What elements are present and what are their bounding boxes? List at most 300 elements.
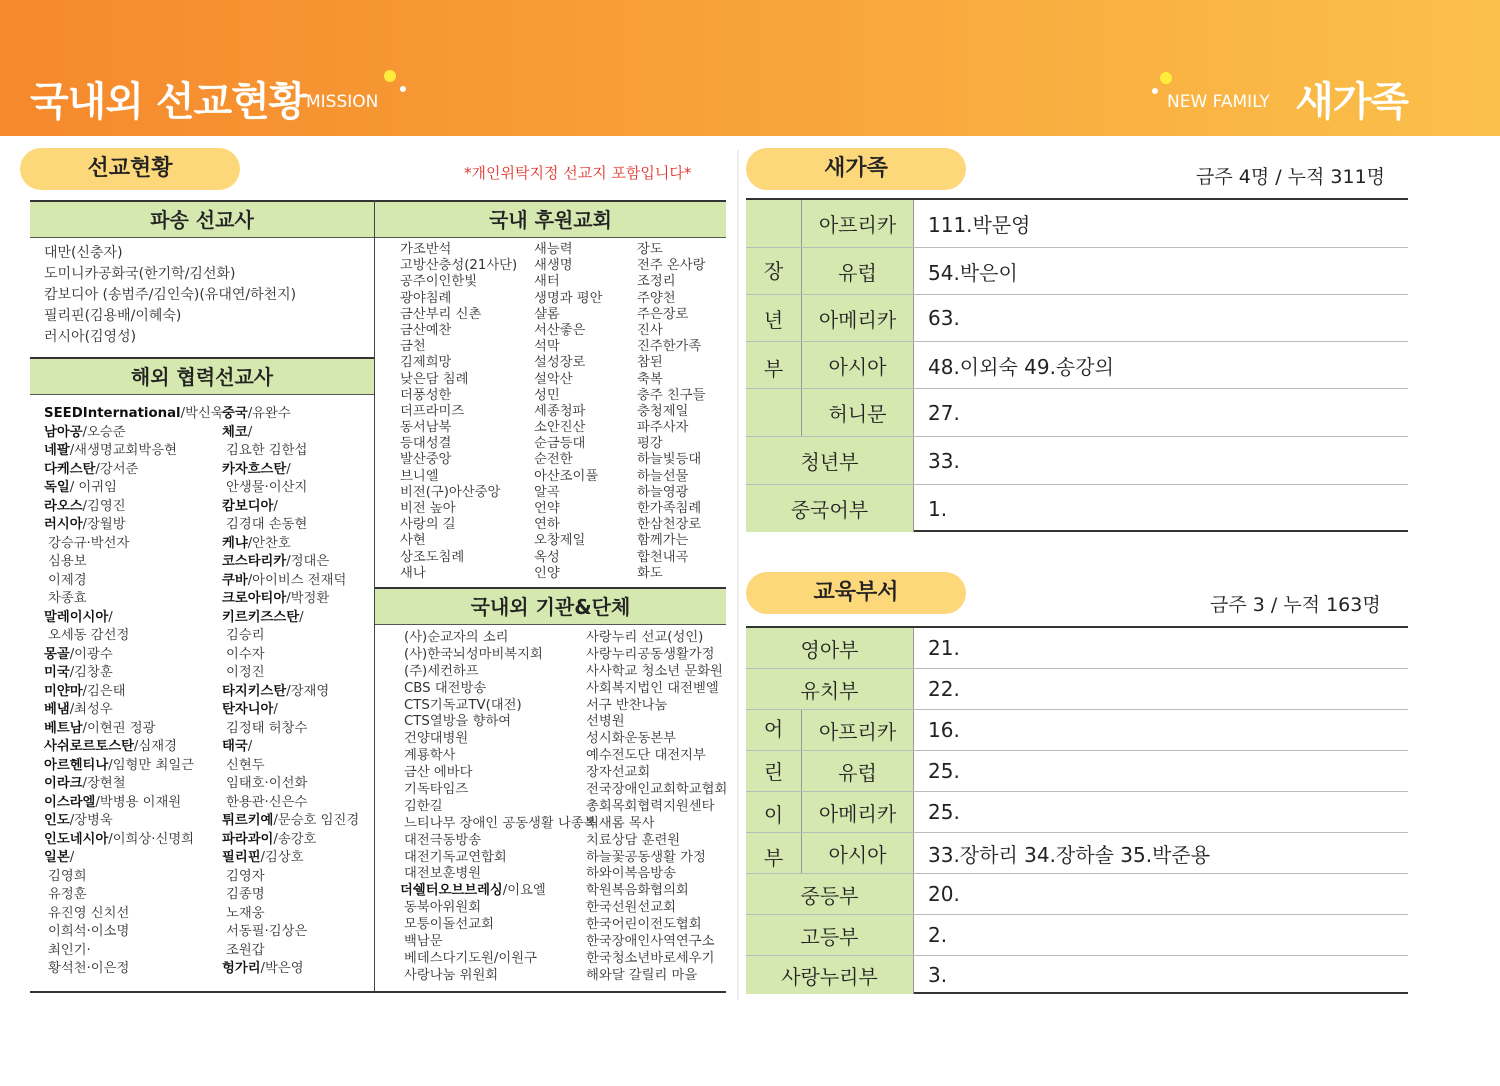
country-label: SEEDInternational (44, 406, 181, 421)
newfamily-table (746, 198, 1408, 532)
list-item: 총회목회협력지원센타 (586, 798, 715, 814)
list-item: 아산조이풀 (534, 468, 599, 484)
name-label: /박은영 (260, 961, 304, 976)
list-item: 사랑누리공동생활가정 (586, 646, 715, 662)
list-item (222, 849, 359, 868)
name-label: 이정진 (226, 665, 265, 680)
name-label: 심용보 (48, 554, 87, 569)
name-label: /이현권 정광 (82, 720, 156, 736)
name-label: 기독타임즈 (404, 782, 469, 798)
country-label: 남아공 (44, 424, 83, 440)
name-label: 김영희 (48, 868, 87, 884)
name-label: /이희상·신명희 (108, 831, 195, 847)
name-label: 김영자 (226, 868, 265, 884)
list-item: 금산예찬 (400, 322, 452, 338)
dot-icon (1152, 88, 1158, 94)
list-item (44, 812, 224, 831)
list-item: 파주사자 (637, 420, 689, 436)
name-label: /안찬호 (247, 535, 291, 551)
list-item (222, 701, 359, 720)
list-item: 성민 (534, 387, 560, 403)
list-item: 캄보디아 (송범주/김인숙)(유대연/하천지) (44, 287, 297, 303)
list-item: 성시화운동본부 (586, 731, 676, 747)
list-item (44, 923, 224, 942)
name-label: 안생물·이산지 (226, 480, 308, 495)
list-item: 순금등대 (534, 436, 586, 452)
country-label: 몽골 (44, 646, 70, 662)
list-item: 장자선교회 (586, 765, 651, 781)
list-item (222, 775, 359, 794)
list-item: 고방산충성(21사단) (400, 258, 518, 274)
name-label: 계룡학사 (404, 748, 456, 764)
name-label: 대전기독교연합회 (404, 849, 507, 865)
country-label: 네팔 (44, 443, 70, 458)
table-row: 아메리카 63. (746, 295, 1408, 342)
country-label: 인도 (44, 813, 70, 828)
list-item: 금천 (400, 339, 426, 355)
list-item: 한국어린이전도협회 (586, 917, 702, 933)
domestic-list-3 (637, 242, 705, 582)
list-item: 새능력 (534, 242, 573, 257)
country-label: 독일 (44, 480, 70, 495)
list-item: 샬롬 (534, 306, 560, 322)
list-item (400, 748, 597, 765)
name-label: CTS기독교TV(대전) (404, 697, 522, 713)
list-item: 사사학교 청소년 문화원 (586, 663, 723, 679)
list-item (44, 627, 224, 646)
list-item (44, 683, 224, 702)
list-item (44, 664, 224, 683)
name-label: / (247, 424, 253, 440)
table-row: 아프리카 111.박문영 (746, 200, 1408, 248)
name-label: /송강호 (273, 831, 317, 847)
list-item: 낮은담 침례 (400, 371, 469, 387)
name-label: (사)순교자의 소리 (404, 630, 509, 645)
mission-pill: 선교현황 (20, 148, 240, 190)
country-label: 말레이시아 (44, 609, 109, 625)
list-item: 인양 (534, 565, 560, 581)
name-label: /박병용 이재원 (95, 794, 182, 810)
name-label: /아이비스 전재덕 (247, 572, 347, 588)
list-item (44, 701, 224, 720)
list-item (222, 886, 359, 905)
list-item: 서산좋은 (534, 322, 586, 338)
list-item: 치료상담 훈련원 (586, 832, 681, 848)
table-row: 사랑누리부 3. (746, 956, 1408, 994)
name-label: /이광수 (69, 646, 113, 662)
country-label: 이스라엘 (44, 794, 96, 810)
list-item (44, 424, 224, 443)
list-item (222, 868, 359, 887)
name-label: /유완수 (247, 406, 291, 421)
table-row: 유럽 25. (746, 751, 1408, 792)
name-label: 모퉁이돌선교회 (404, 917, 494, 933)
country-label: 라오스 (44, 498, 83, 514)
list-item (222, 960, 359, 979)
list-item (400, 833, 597, 850)
list-item (44, 498, 224, 517)
list-item: 새터 (534, 274, 560, 290)
name-label: CBS 대전방송 (404, 680, 487, 696)
list-item (44, 646, 224, 665)
list-item (44, 905, 224, 924)
list-item: 화도 (637, 565, 663, 581)
list-item: 합천내곡 (637, 549, 689, 565)
country-label: 키르키즈스탄 (222, 609, 300, 625)
list-item: 금산부리 신촌 (400, 306, 482, 322)
list-item (222, 405, 359, 424)
name-label: /임형만 최일근 (108, 757, 195, 773)
table-row: 아메리카 25. (746, 792, 1408, 833)
list-item (400, 647, 597, 664)
list-item: 가조반석 (400, 242, 452, 257)
list-item (44, 479, 224, 498)
name-label: 사랑나눔 위원회 (404, 967, 499, 983)
country-label: 인도네시아 (44, 831, 109, 847)
table-row: 아시아 33.장하리 34.장하솔 35.박준용 (746, 833, 1408, 874)
list-item: 김제희망 (400, 355, 452, 371)
table-row: 유럽 54.박은이 (746, 248, 1408, 295)
list-item: 광야침례 (400, 290, 452, 306)
list-item: 공주이인한빛 (400, 274, 478, 290)
list-item: 비전 높아 (400, 501, 456, 516)
name-label: /최성우 (69, 702, 113, 717)
name-label: 최인기· (48, 942, 91, 958)
list-item: 생명과 평안 (534, 290, 603, 306)
list-item: 평강 (637, 436, 663, 452)
name-label: 오세동 감선정 (48, 628, 130, 643)
list-item: 사현 (400, 533, 426, 549)
country-label: 아르헨티나 (44, 757, 109, 773)
list-item (44, 794, 224, 813)
list-item: 한국청소년바로세우기 (586, 950, 715, 966)
table-row: 유치부 22. (746, 669, 1408, 710)
name-label: /장병욱 (69, 813, 113, 828)
name-label: 김종명 (226, 887, 265, 902)
country-label: 헝가리 (222, 961, 261, 976)
list-item (222, 794, 359, 813)
list-item (222, 553, 359, 572)
list-item (400, 850, 597, 867)
list-item: 더프라미즈 (400, 403, 465, 419)
list-item: 해와달 갈릴리 마을 (586, 967, 698, 983)
list-item (400, 782, 597, 799)
list-item: 설성장로 (534, 355, 586, 371)
country-label: 카자흐스탄 (222, 461, 287, 477)
table-row: 아프리카 16. (746, 710, 1408, 751)
list-item: 충주 친구들 (637, 387, 706, 403)
country-label: 다케스탄 (44, 461, 96, 477)
list-item: 설악산 (534, 371, 573, 387)
name-label: 느티나무 장애인 공동생활 나종복 (404, 815, 597, 831)
domestic-list-1 (400, 242, 517, 582)
list-item: 필리핀(김용배/이혜숙) (44, 308, 182, 324)
header-banner (0, 0, 1500, 136)
list-item: 옥성 (534, 549, 560, 565)
name-label: /오승준 (82, 424, 126, 440)
list-item (44, 553, 224, 572)
list-item: 진사 (637, 322, 663, 338)
name-label: (사)한국뇌성마비복지회 (404, 646, 543, 662)
list-item: 순전한 (534, 452, 573, 468)
list-item: 대만(신충자) (44, 245, 123, 261)
education-pill: 교육부서 (746, 572, 966, 614)
list-item: 하늘빛등대 (637, 452, 702, 468)
table-row: 고등부 2. (746, 915, 1408, 956)
list-item (44, 960, 224, 979)
list-item (222, 738, 359, 757)
list-item (222, 646, 359, 665)
list-item: 장도 (637, 242, 663, 257)
name-label: /장재영 (286, 683, 330, 699)
list-item: 사랑누리 선교(성인) (586, 630, 704, 645)
list-item: 연하 (534, 517, 560, 533)
sent-missionary-head: 파송 선교사 (30, 200, 374, 238)
dot-icon (1160, 72, 1172, 84)
name-label: 금산 에바다 (404, 765, 473, 781)
list-item (400, 883, 597, 900)
list-item: 알곡 (534, 484, 560, 500)
name-label: CTS열방을 향하여 (404, 714, 512, 730)
name-label: 대전보훈병원 (404, 866, 482, 882)
name-label: 이제경 (48, 572, 87, 588)
list-item (222, 461, 359, 480)
newfamily-title: 새가족 (1295, 79, 1408, 125)
list-item (222, 905, 359, 924)
list-item (222, 442, 359, 461)
list-item: 예수전도단 대전지부 (586, 748, 706, 764)
list-item: 한국선원선교회 (586, 900, 676, 916)
list-item: 한국장애인사역연구소 (586, 934, 715, 950)
country-label: 더쉘터오브브레싱 (400, 883, 503, 899)
list-item (44, 442, 224, 461)
name-label: 황석천·이은정 (48, 961, 130, 976)
name-label: / (69, 850, 75, 865)
name-label: / (299, 609, 304, 625)
list-item (400, 934, 597, 951)
list-item: 전국장애인교회학교협회 (586, 782, 728, 798)
list-item: 브니엘 (400, 468, 439, 484)
name-label: 차종효 (48, 591, 87, 606)
list-item: 서구 반찬나눔 (586, 697, 668, 713)
list-item: 선병원 (586, 714, 625, 730)
list-item: 사랑의 길 (400, 517, 456, 533)
newfamily-subtitle: NEW FAMILY (1167, 92, 1270, 112)
list-item: 상조도침례 (400, 549, 465, 565)
name-label: /박신욱 (180, 406, 224, 421)
column-divider (737, 150, 739, 1000)
list-item: 주양천 (637, 290, 676, 306)
list-item: 전주 온사랑 (637, 258, 706, 274)
name-label: / (273, 498, 278, 514)
name-label: 조원갑 (226, 942, 265, 958)
list-item (400, 900, 597, 917)
name-label: (주)세컨하프 (404, 663, 479, 679)
list-item: 더풍성한 (400, 387, 452, 403)
name-label: 김정태 허창수 (226, 720, 308, 736)
name-label: 이수자 (226, 646, 265, 662)
list-item (44, 757, 224, 776)
list-item (222, 627, 359, 646)
list-item (400, 816, 597, 833)
list-item (44, 405, 224, 424)
list-item: 도미니카공화국(한기학/김선화) (44, 266, 236, 282)
country-label: 필리핀 (222, 850, 261, 865)
overseas-missionary-head: 해외 협력선교사 (30, 357, 374, 395)
list-item: 새나 (400, 565, 426, 581)
list-item (44, 942, 224, 961)
country-label: 쿠바 (222, 572, 248, 588)
table-row: 허니문 27. (746, 389, 1408, 437)
name-label: 신현두 (226, 757, 265, 773)
list-item (44, 831, 224, 850)
list-item: 러시아(김영성) (44, 329, 137, 345)
name-label: /김상호 (260, 850, 304, 865)
list-item: 석막 (534, 339, 560, 355)
list-item (222, 942, 359, 961)
list-item (222, 683, 359, 702)
name-label: /장현철 (82, 776, 126, 791)
mission-note: *개인위탁지정 선교지 포함입니다* (464, 164, 692, 182)
list-item (44, 720, 224, 739)
list-item (44, 775, 224, 794)
name-label: 이희석·이소명 (48, 924, 130, 939)
name-label: 베데스다기도원/이원구 (404, 950, 537, 966)
country-label: 이라크 (44, 776, 83, 791)
list-item (222, 831, 359, 850)
list-item: 진주한가족 (637, 339, 702, 355)
country-label: 태국 (222, 739, 248, 754)
list-item (400, 681, 597, 698)
list-item (222, 664, 359, 683)
list-item (44, 461, 224, 480)
country-label: 타지키스탄 (222, 683, 287, 699)
list-item: 발산중앙 (400, 452, 452, 468)
name-label: 유정훈 (48, 887, 87, 902)
newfamily-count: 금주 4명 / 누적 311명 (1196, 166, 1386, 188)
name-label: /박정환 (286, 591, 330, 606)
list-item (400, 866, 597, 883)
list-item (222, 498, 359, 517)
country-label: 일본 (44, 850, 70, 865)
mission-title: 국내외 선교현황 (30, 79, 307, 125)
list-item (400, 630, 597, 647)
list-item (44, 868, 224, 887)
name-label: 김한길 (404, 798, 443, 814)
name-label: 김경대 손동현 (226, 517, 308, 532)
education-table (746, 626, 1408, 994)
domestic-list-2 (534, 242, 602, 582)
list-item (44, 738, 224, 757)
list-item (222, 923, 359, 942)
list-item (400, 698, 597, 715)
country-label: 사쉬로르토스탄 (44, 739, 134, 754)
mission-table (30, 200, 726, 993)
newfamily-pill: 새가족 (746, 148, 966, 190)
name-label: / (108, 609, 113, 625)
list-item: 주은장로 (637, 306, 689, 322)
list-item (222, 720, 359, 739)
list-item (400, 765, 597, 782)
list-item: 충청제일 (637, 403, 689, 419)
list-item (400, 714, 597, 731)
list-item: 비전(구)아산중앙 (400, 484, 501, 500)
list-item: 언약 (534, 501, 560, 516)
name-label: /새생명교회박응현 (69, 443, 177, 458)
list-item: 참된 (637, 355, 663, 371)
name-label: / (247, 739, 253, 754)
list-item: 새생명 (534, 258, 573, 274)
name-label: 한용관·신은수 (226, 794, 308, 810)
name-label: /김은태 (82, 683, 126, 699)
list-item: 한삼천장로 (637, 517, 702, 533)
name-label: /정대은 (286, 554, 330, 569)
name-label: 김승리 (226, 628, 265, 643)
country-label: 탄자니아 (222, 702, 274, 717)
country-label: 러시아 (44, 517, 83, 532)
mission-subtitle: MISSION (306, 92, 379, 112)
table-row: 중등부 20. (746, 874, 1408, 915)
list-item: 하늘꽃공동생활 가정 (586, 849, 706, 865)
list-item (222, 479, 359, 498)
dot-icon (400, 86, 406, 92)
list-item (44, 516, 224, 535)
list-item (222, 812, 359, 831)
list-item: 하늘영광 (637, 484, 689, 500)
sent-missionary-list (44, 243, 296, 348)
list-item: 오창제일 (534, 533, 586, 549)
country-label: 크로아티아 (222, 591, 287, 606)
list-item (222, 590, 359, 609)
list-item (222, 609, 359, 628)
org-list-2 (586, 630, 727, 985)
name-label: 백남문 (404, 934, 443, 950)
list-item (400, 951, 597, 968)
list-item (222, 424, 359, 443)
org-list-1 (400, 630, 597, 985)
list-item: 함께가는 (637, 533, 689, 549)
list-item: 사회복지법인 대전벧엘 (586, 680, 719, 696)
name-label: /심재경 (133, 739, 177, 754)
list-item (222, 572, 359, 591)
list-item (400, 664, 597, 681)
list-item (44, 590, 224, 609)
list-item (400, 799, 597, 816)
org-head: 국내외 기관&단체 (375, 587, 726, 625)
name-label: /강서준 (95, 461, 139, 477)
list-item (44, 609, 224, 628)
name-label: /이요엘 (502, 883, 546, 899)
list-item (222, 757, 359, 776)
list-item: 한가족침례 (637, 501, 702, 516)
name-label: 강승규·박선자 (48, 535, 130, 551)
name-label: /장월방 (82, 517, 126, 532)
list-item (222, 535, 359, 554)
name-label: 건양대병원 (404, 731, 469, 747)
name-label: /문승호 임진경 (273, 813, 360, 828)
table-row: 청년부 33. (746, 437, 1408, 485)
country-label: 미얀마 (44, 683, 83, 699)
name-label: 대전극동방송 (404, 832, 482, 848)
name-label: 임태호·이선화 (226, 776, 308, 791)
name-label: / (286, 461, 291, 477)
country-label: 중국 (222, 406, 248, 421)
name-label: 동북아위원회 (404, 900, 482, 916)
list-item: 동서남북 (400, 420, 452, 436)
country-label: 베트남 (44, 720, 83, 736)
name-label: 김요한 김한섭 (226, 443, 308, 458)
list-item: 하늘선물 (637, 468, 689, 484)
